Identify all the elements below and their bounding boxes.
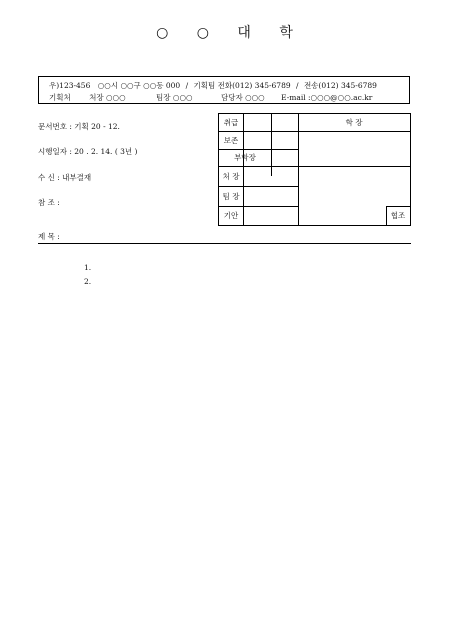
sender-address-line [49,80,377,91]
classification-value[interactable] [243,114,298,131]
fax: 전송(012) 345-6789 [303,81,377,90]
subject-field: 제 목 : [38,232,60,241]
reference-field: 참 조 : [38,198,60,207]
issue-date-field: 시행일자 : 20 . 2. 14. ( 3년 ) [38,147,138,156]
drafter-label: 기안 [223,211,239,220]
document-title [0,22,450,42]
address: ○○시 ○○구 ○○동 000 [97,81,181,90]
president-signature[interactable] [298,131,410,166]
title-char: 대 [237,25,252,41]
director-label: 처 장 [222,171,240,181]
team-leader-label: 팀 장 [222,191,240,201]
title-char: ○ [196,25,210,41]
vice-president-label: 부학장 [234,153,256,162]
separator: / [296,81,299,90]
body-item: 2. [84,277,92,286]
classification-label: 취급 [223,118,239,127]
title-char: 학 [279,25,294,41]
header-divider [38,243,411,244]
retention-label: 보존 [223,135,239,145]
director-name: 처장 ○○○ [89,93,126,102]
title-char: ○ [156,25,170,41]
department: 기획처 [49,93,71,102]
drafter-signature[interactable] [243,206,298,225]
sender-info-box [38,76,410,104]
approval-table [218,113,411,226]
phone: 기획팀 전화(012) 345-6789 [193,81,291,90]
team-leader-signature[interactable] [243,186,298,206]
body-item: 1. [84,263,92,272]
email: E-mail :○○○@○○.ac.kr [281,93,373,102]
retention-value[interactable] [243,131,298,149]
vice-president-signature[interactable] [271,149,298,166]
president-label: 학 장 [345,118,363,127]
team-leader-name: 팀장 ○○○ [156,93,193,102]
staff-name: 담당자 ○○○ [220,93,265,102]
recipient-field: 수 신 : 내부결재 [38,173,92,182]
sender-contact-line [49,92,372,103]
doc-number-field: 문서번호 : 기획 20 - 12. [38,122,120,131]
postal-code: 우)123-456 [49,81,91,90]
director-signature[interactable] [243,166,298,186]
cooperation-label: 협조 [390,211,406,220]
separator: / [185,81,189,90]
